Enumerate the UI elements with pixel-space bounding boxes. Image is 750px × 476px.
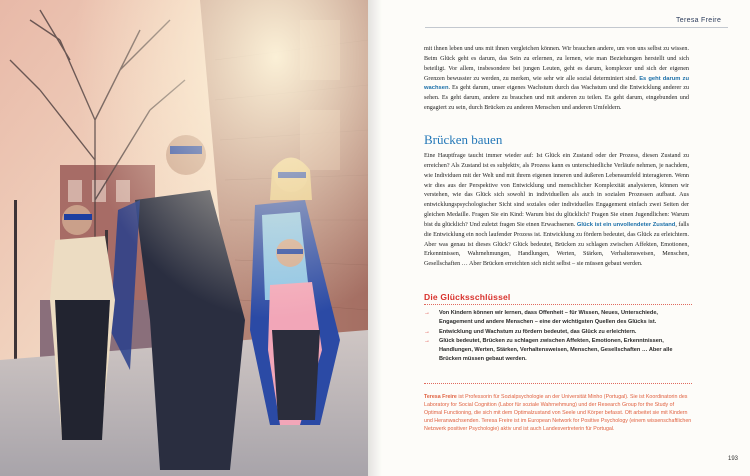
body-highlight: Glück ist ein unvollendeter Zustand — [576, 221, 676, 228]
intro-paragraph — [424, 45, 689, 114]
bullet-text: Von Kindern können wir lernen, dass Offenheit – für Wissen, Neues, Unterschiede, Engagement und andere Menschen – eine der wichtigsten Quellen des Glücks ist. — [439, 310, 658, 326]
bio-name: Teresa Freire — [424, 394, 457, 400]
list-item — [424, 309, 692, 328]
key-points-list — [424, 309, 692, 365]
bullet-text: Entwicklung und Wachstum zu fördern bedeutet, das Glück zu erleichtern. — [439, 328, 637, 335]
box-rule-top — [424, 304, 692, 305]
body-text-after: , falls die Entwicklung ein noch laufender Prozess ist. Entwicklung zu fördern bedeutet, das Glück zu erleichtern. Aber was genau ist dieses Glück? Glück bedeutet, Brücken zu schlagen zwischen Affekten, Emotionen, Erkenntnissen, Wahrnehmungen, Handlungen, Werten, Stärken, Verhaltensweisen, Menschen, Gesellschaften … Aber Brücken erreichten sich nicht selbst – sie müssen gebaut werden. — [424, 221, 690, 268]
running-head-rule — [425, 27, 728, 28]
body-paragraph — [424, 152, 689, 270]
bio-text: ist Professorin für Sozialpsychologie an der Universität Minho (Portugal). Sie ist Koordinatorin des Laboratory for Social Cognition (Labor für soziale Wahrnehmung) und der Research Group for the Study of Optimal Functioning, die sich mit dem Optimalzustand von Seele und Körper befasst. Oft arbeitet sie mit Kindern und Heranwachsenden. Teresa Freire ist im European Network for Positive Psychology (einem wissenschaftlichen Netzwerk positiver Psychologie) aktiv und ist auch Landesvertreterin für Portugal. — [424, 394, 692, 432]
box-rule-bottom — [424, 383, 692, 384]
intro-text-before: mit ihnen leben und uns mit ihnen vergleichen können. Wir brauchen andere, um von uns selbst zu wissen. Beim Glück geht es darum, das Sein zu erlernen, zu lernen, wie man Beziehungen herstellt und sich beteiligt. Vor allem, insbesondere bei jungen Leuten, geht es darum, komplexer und sich der eigenen Grenzen bewusster zu werden, zu merken, wie sehr wir alle sozial determiniert sind. — [424, 46, 689, 82]
intro-highlight: Es geht darum zu wachsen — [424, 75, 689, 92]
box-title: Die Glücksschlüssel — [424, 292, 511, 302]
author-bio — [424, 393, 692, 433]
running-head: Teresa Freire — [676, 17, 722, 24]
list-item — [424, 337, 692, 365]
arrow-right-icon: → — [424, 328, 430, 335]
arrow-right-icon: → — [424, 310, 430, 316]
arrow-right-icon: → — [424, 337, 430, 344]
list-item — [424, 328, 692, 337]
page-number: 193 — [728, 456, 739, 462]
body-text-before: Eine Hauptfrage taucht immer wieder auf: Ist Glück ein Zustand oder der Prozess, diesen Zustand zu erreichen? Als Zustand ist es subjektiv, als Prozess kann es unterschiedliche Verläufe nehmen, je nachdem, wie Individuen mit der Welt und mit ihrem eigenen inneren und äußeren Lebensumfeld interagieren. Wenn wir dies aus der Perspektive von Entwicklung und menschlicher Komplexität analysieren, können wir verstehen, wie das Glück sich sowohl in individuellen als auch in sozialen Prozessen aufbaut. Aus entwicklungspsychologischer Sicht sind soziales oder individuelles Engagement einfach zwei Seiten der gleichen Medaille. Fragen Sie ein Kind: Warum bist du glücklich? Fragen Sie einen Jugendlichen: Warum bist du glücklich? Und zuletzt fragen Sie einen Erwachsenen. — [424, 153, 689, 228]
bullet-text: Glück bedeutet, Brücken zu schlagen zwischen Affekten, Emotionen, Erkenntnissen, Handlungen, Werten, Stärken, Verhaltensweisen, Menschen, Gesellschaften … Aber alle Brücken müssen gebaut werden. — [439, 337, 673, 363]
family-superhero-photo — [0, 0, 368, 476]
section-title: Brücken bauen — [424, 132, 503, 147]
page-gutter-shadow — [368, 0, 382, 476]
intro-text-after: . Es geht darum, unser eigenes Wachstum durch das Wachstum und die Entwicklung anderer zu sehen. Es geht darum, andere zu brauchen und mit anderen zu teilen. Es geht darum, eingebunden und engagiert zu sein, durch Brücken zu anderen Menschen und anderen Umfeldern. — [424, 85, 689, 112]
